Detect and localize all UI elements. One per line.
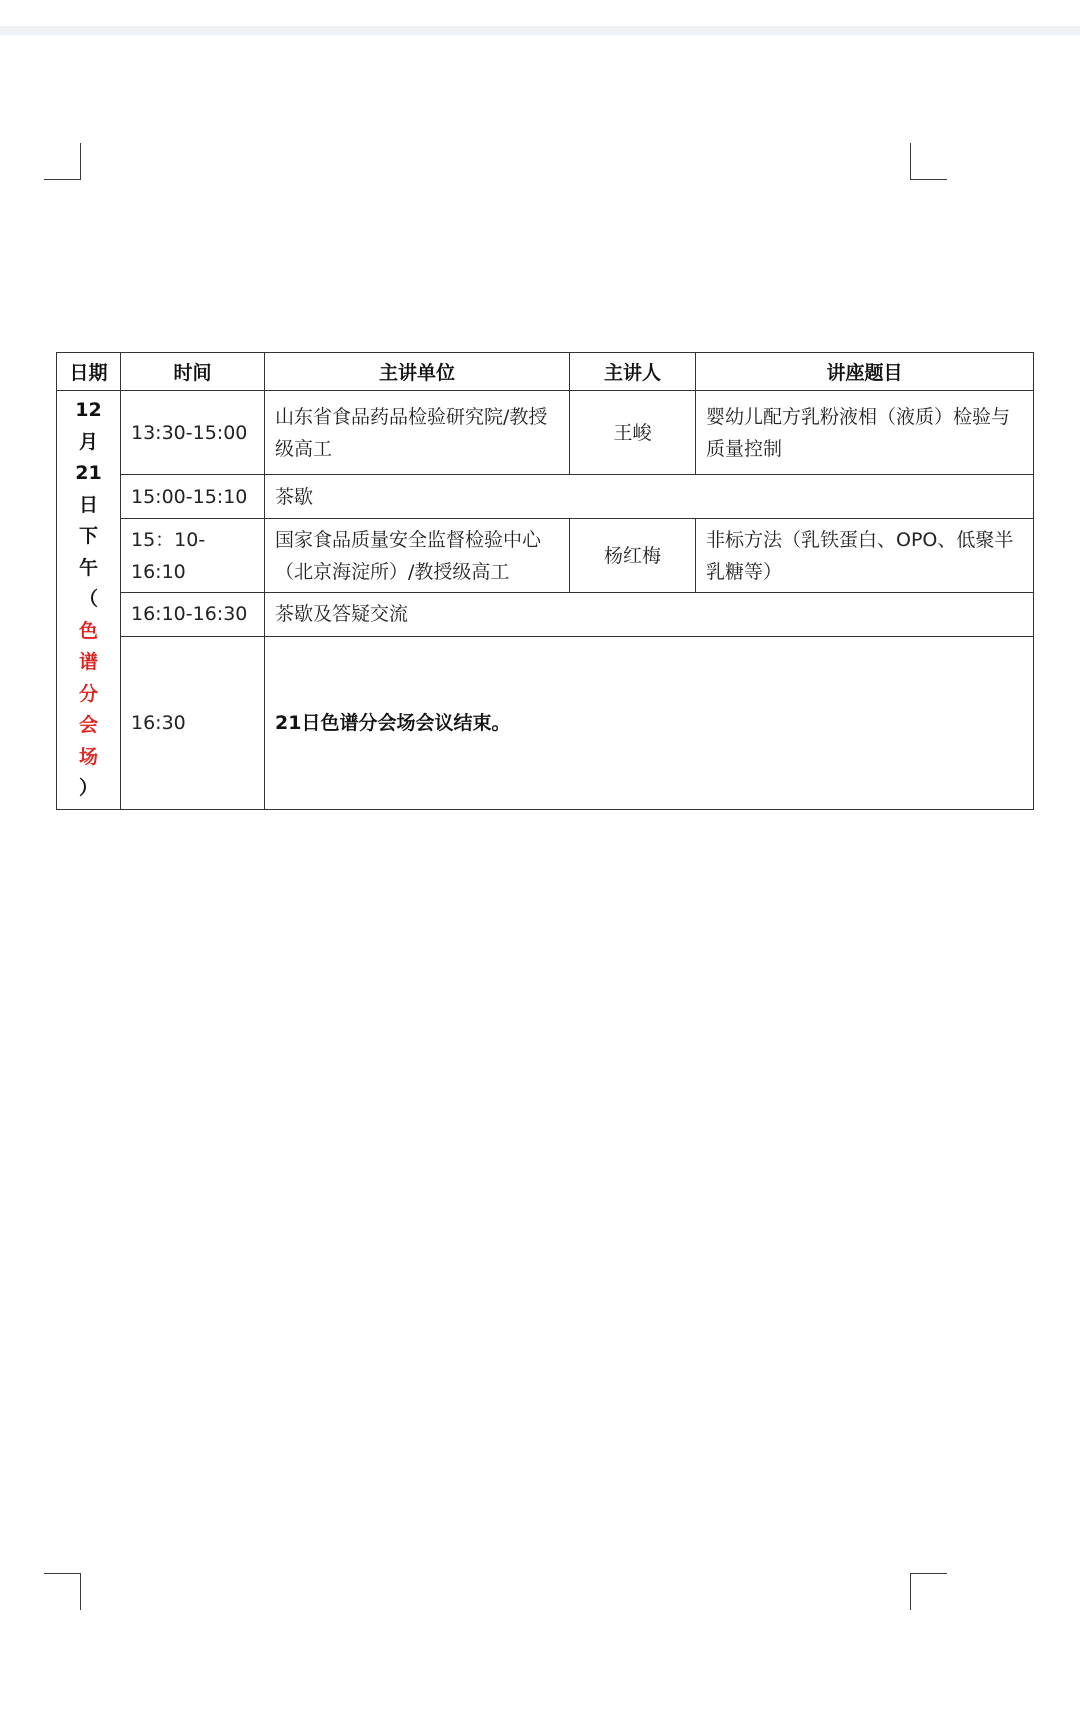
header-speaker: 主讲人 [570, 353, 696, 391]
date-char-red: 色 [78, 619, 98, 642]
top-strip [0, 26, 1080, 35]
header-time: 时间 [121, 353, 265, 391]
header-topic: 讲座题目 [696, 353, 1034, 391]
break-cell: 茶歇及答疑交流 [265, 592, 1034, 636]
time-cell: 15:00-15:10 [121, 475, 265, 519]
date-char: 午 [78, 556, 98, 579]
table-row [57, 391, 1034, 475]
date-char-red: 分 [78, 682, 98, 705]
break-cell: 茶歇 [265, 475, 1034, 519]
topic-cell: 婴幼儿配方乳粉液相（液质）检验与质量控制 [696, 391, 1034, 475]
date-char-red: 场 [78, 745, 98, 768]
crop-mark-top-right [910, 143, 947, 180]
date-char: ） [78, 777, 98, 799]
crop-mark-bottom-left [44, 1573, 81, 1610]
speaker-cell: 王峻 [570, 391, 696, 475]
unit-cell: 国家食品质量安全监督检验中心（北京海淀所）/教授级高工 [265, 519, 570, 592]
date-char: 月 [78, 430, 98, 453]
time-cell: 16:10-16:30 [121, 592, 265, 636]
time-cell: 13:30-15:00 [121, 391, 265, 475]
table-row [57, 475, 1034, 519]
date-char: 下 [78, 525, 98, 547]
unit-cell: 山东省食品药品检验研究院/教授级高工 [265, 391, 570, 475]
time-cell: 15：10-16:10 [121, 519, 265, 592]
table-row [57, 592, 1034, 636]
date-char-red: 谱 [78, 651, 98, 673]
crop-mark-top-left [44, 143, 81, 180]
header-unit: 主讲单位 [265, 353, 570, 391]
date-char: 21 [75, 462, 102, 484]
table-row [57, 636, 1034, 809]
header-date: 日期 [57, 353, 121, 391]
date-cell [57, 391, 121, 810]
schedule-table [56, 352, 1034, 810]
topic-cell: 非标方法（乳铁蛋白、OPO、低聚半乳糖等） [696, 519, 1034, 592]
date-char: 日 [78, 493, 98, 516]
speaker-cell: 杨红梅 [570, 519, 696, 592]
time-cell: 16:30 [121, 636, 265, 809]
date-char: 12 [75, 399, 102, 421]
date-char: （ [78, 588, 98, 610]
table-row [57, 519, 1034, 592]
header-row [57, 353, 1034, 391]
date-char-red: 会 [78, 714, 98, 736]
closing-note-cell: 21日色谱分会场会议结束。 [265, 636, 1034, 809]
crop-mark-bottom-right [910, 1573, 947, 1610]
